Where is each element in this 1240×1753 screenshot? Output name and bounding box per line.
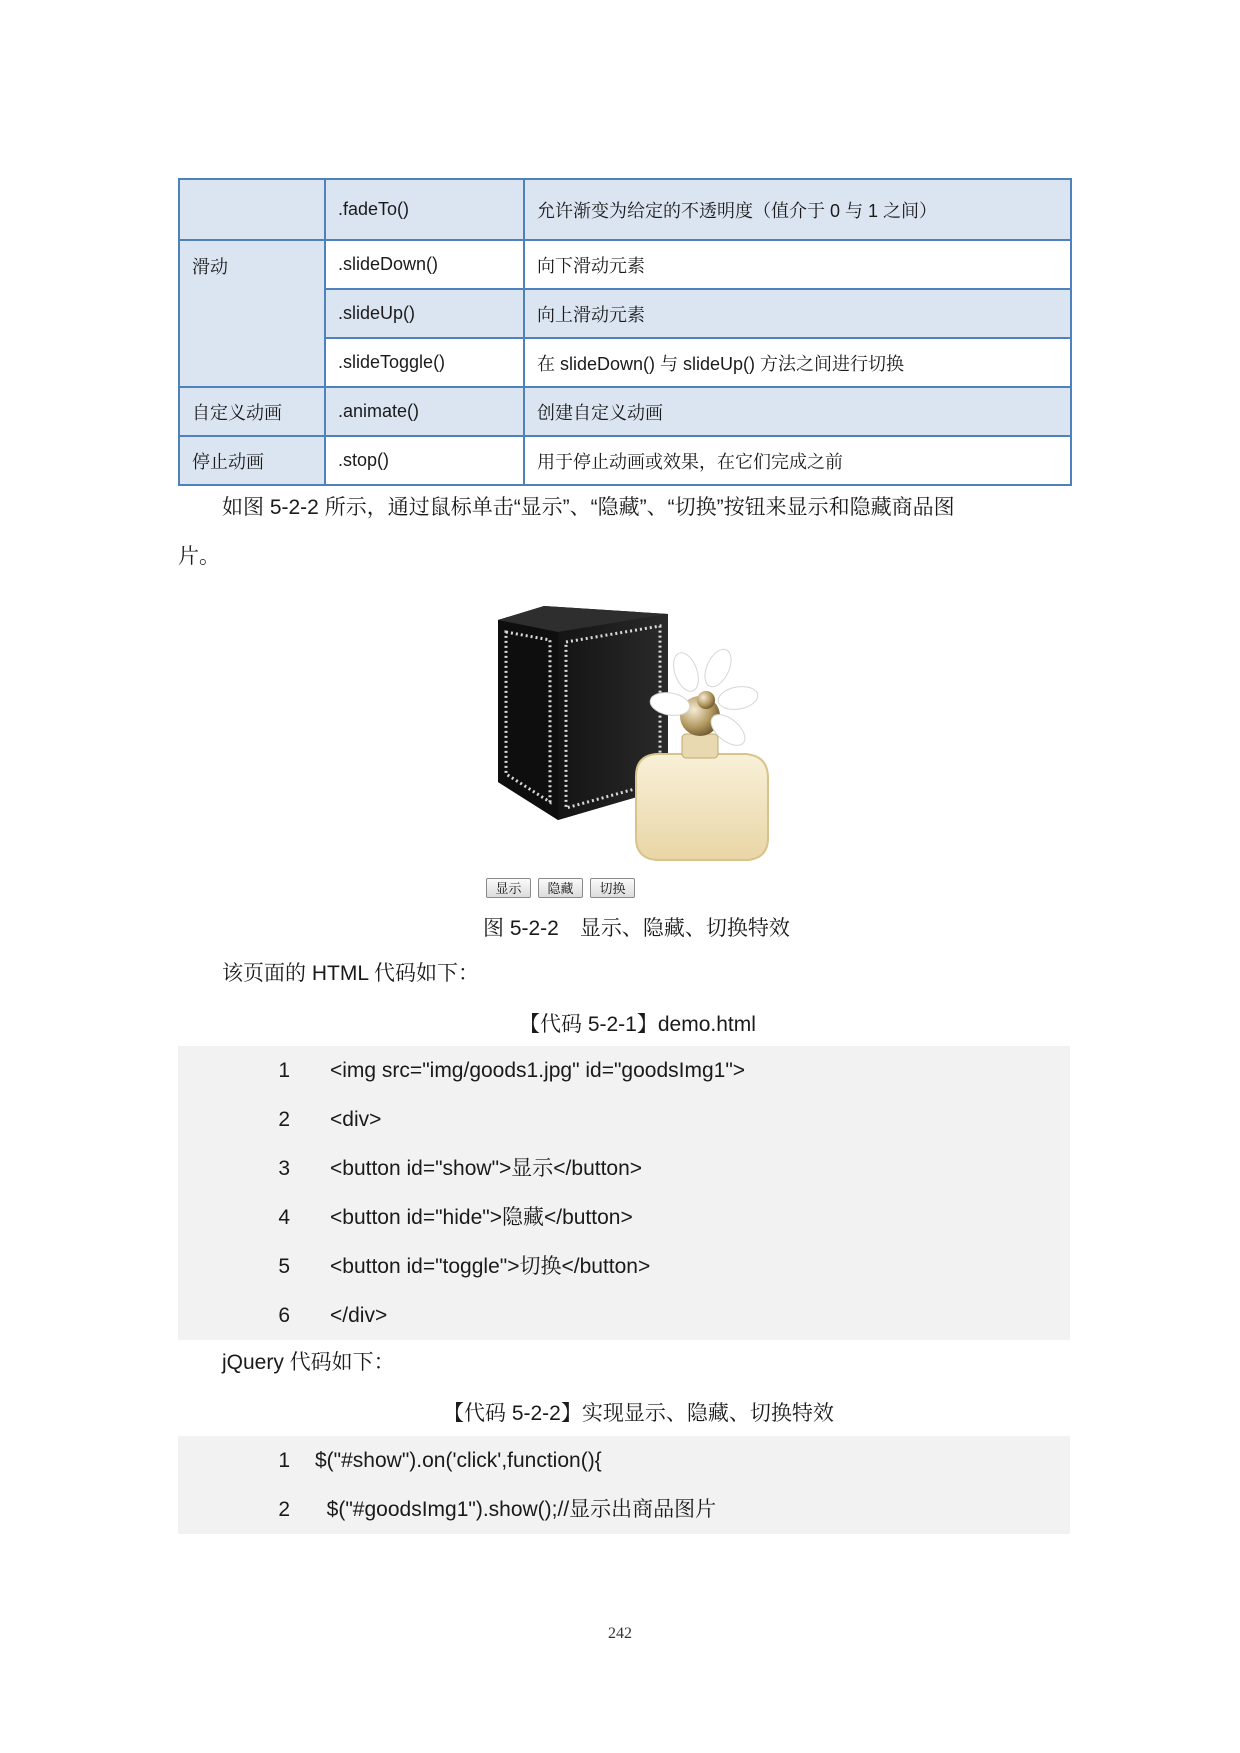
table-row bbox=[179, 387, 1071, 436]
code-line bbox=[178, 1046, 1070, 1095]
code-text: <div> bbox=[330, 1108, 382, 1131]
code1-title: 【代码 5-2-1】demo.html bbox=[519, 1013, 756, 1036]
table-cell-description: 创建自定义动画 bbox=[524, 387, 1071, 436]
code-line bbox=[178, 1485, 1070, 1534]
code-line bbox=[178, 1291, 1070, 1340]
code-line bbox=[178, 1242, 1070, 1291]
table-cell-description: 用于停止动画或效果，在它们完成之前 bbox=[524, 436, 1071, 485]
line-number: 1 bbox=[278, 1059, 290, 1082]
table-cell-category: 自定义动画 bbox=[179, 387, 325, 436]
code-text: <button id="toggle">切换</button> bbox=[330, 1255, 651, 1278]
code-line bbox=[178, 1095, 1070, 1144]
code-text: <button id="hide">隐藏</button> bbox=[330, 1206, 633, 1229]
table-row bbox=[179, 240, 1071, 289]
figure-caption: 图 5-2-2 显示、隐藏、切换特效 bbox=[483, 917, 790, 940]
code-line bbox=[178, 1436, 1070, 1485]
table-cell-method: .animate() bbox=[325, 387, 524, 436]
line-number: 3 bbox=[278, 1157, 290, 1180]
hide-button[interactable]: 隐藏 bbox=[538, 878, 583, 898]
table-cell-category bbox=[179, 179, 325, 240]
table-cell-category: 滑动 bbox=[179, 240, 325, 387]
code-text: <img src="img/goods1.jpg" id="goodsImg1"> bbox=[330, 1059, 746, 1082]
html-intro: 该页面的 HTML 代码如下： bbox=[222, 962, 480, 985]
code-line bbox=[178, 1144, 1070, 1193]
table-row bbox=[179, 436, 1071, 485]
table-cell-category: 停止动画 bbox=[179, 436, 325, 485]
table-cell-method: .fadeTo() bbox=[325, 179, 524, 240]
table-cell-description: 向上滑动元素 bbox=[524, 289, 1071, 338]
animation-methods-table bbox=[178, 178, 1072, 486]
code-block-jquery bbox=[178, 1436, 1070, 1534]
intro-paragraph-line1: 如图 5-2-2 所示，通过鼠标单击“显示”、“隐藏”、“切换”按钮来显示和隐藏商品图 bbox=[222, 496, 955, 519]
code-block-html bbox=[178, 1046, 1070, 1340]
table-cell-method: .slideToggle() bbox=[325, 338, 524, 387]
code-text: <button id="show">显示</button> bbox=[330, 1157, 643, 1180]
perfume-product-image bbox=[486, 606, 786, 870]
code-text: $("#goodsImg1").show();//显示出商品图片 bbox=[315, 1498, 717, 1521]
intro-paragraph-line2: 片。 bbox=[178, 545, 220, 568]
line-number: 2 bbox=[278, 1108, 290, 1131]
table-cell-description: 向下滑动元素 bbox=[524, 240, 1071, 289]
jquery-intro: jQuery 代码如下： bbox=[222, 1351, 395, 1374]
code-line bbox=[178, 1193, 1070, 1242]
toggle-button[interactable]: 切换 bbox=[590, 878, 635, 898]
code-text: $("#show").on('click',function(){ bbox=[315, 1449, 602, 1472]
table-cell-description: 在 slideDown() 与 slideUp() 方法之间进行切换 bbox=[524, 338, 1071, 387]
table-row bbox=[179, 179, 1071, 240]
line-number: 4 bbox=[278, 1206, 290, 1229]
table-cell-method: .slideUp() bbox=[325, 289, 524, 338]
show-button[interactable]: 显示 bbox=[486, 878, 531, 898]
line-number: 1 bbox=[278, 1449, 290, 1472]
table-cell-method: .stop() bbox=[325, 436, 524, 485]
line-number: 6 bbox=[278, 1304, 290, 1327]
line-number: 2 bbox=[278, 1498, 290, 1521]
table-cell-description: 允许渐变为给定的不透明度（值介于 0 与 1 之间） bbox=[524, 179, 1071, 240]
page-number: 242 bbox=[608, 1625, 632, 1642]
code2-title: 【代码 5-2-2】实现显示、隐藏、切换特效 bbox=[443, 1402, 834, 1425]
table-cell-method: .slideDown() bbox=[325, 240, 524, 289]
line-number: 5 bbox=[278, 1255, 290, 1278]
code-text: </div> bbox=[330, 1304, 388, 1327]
